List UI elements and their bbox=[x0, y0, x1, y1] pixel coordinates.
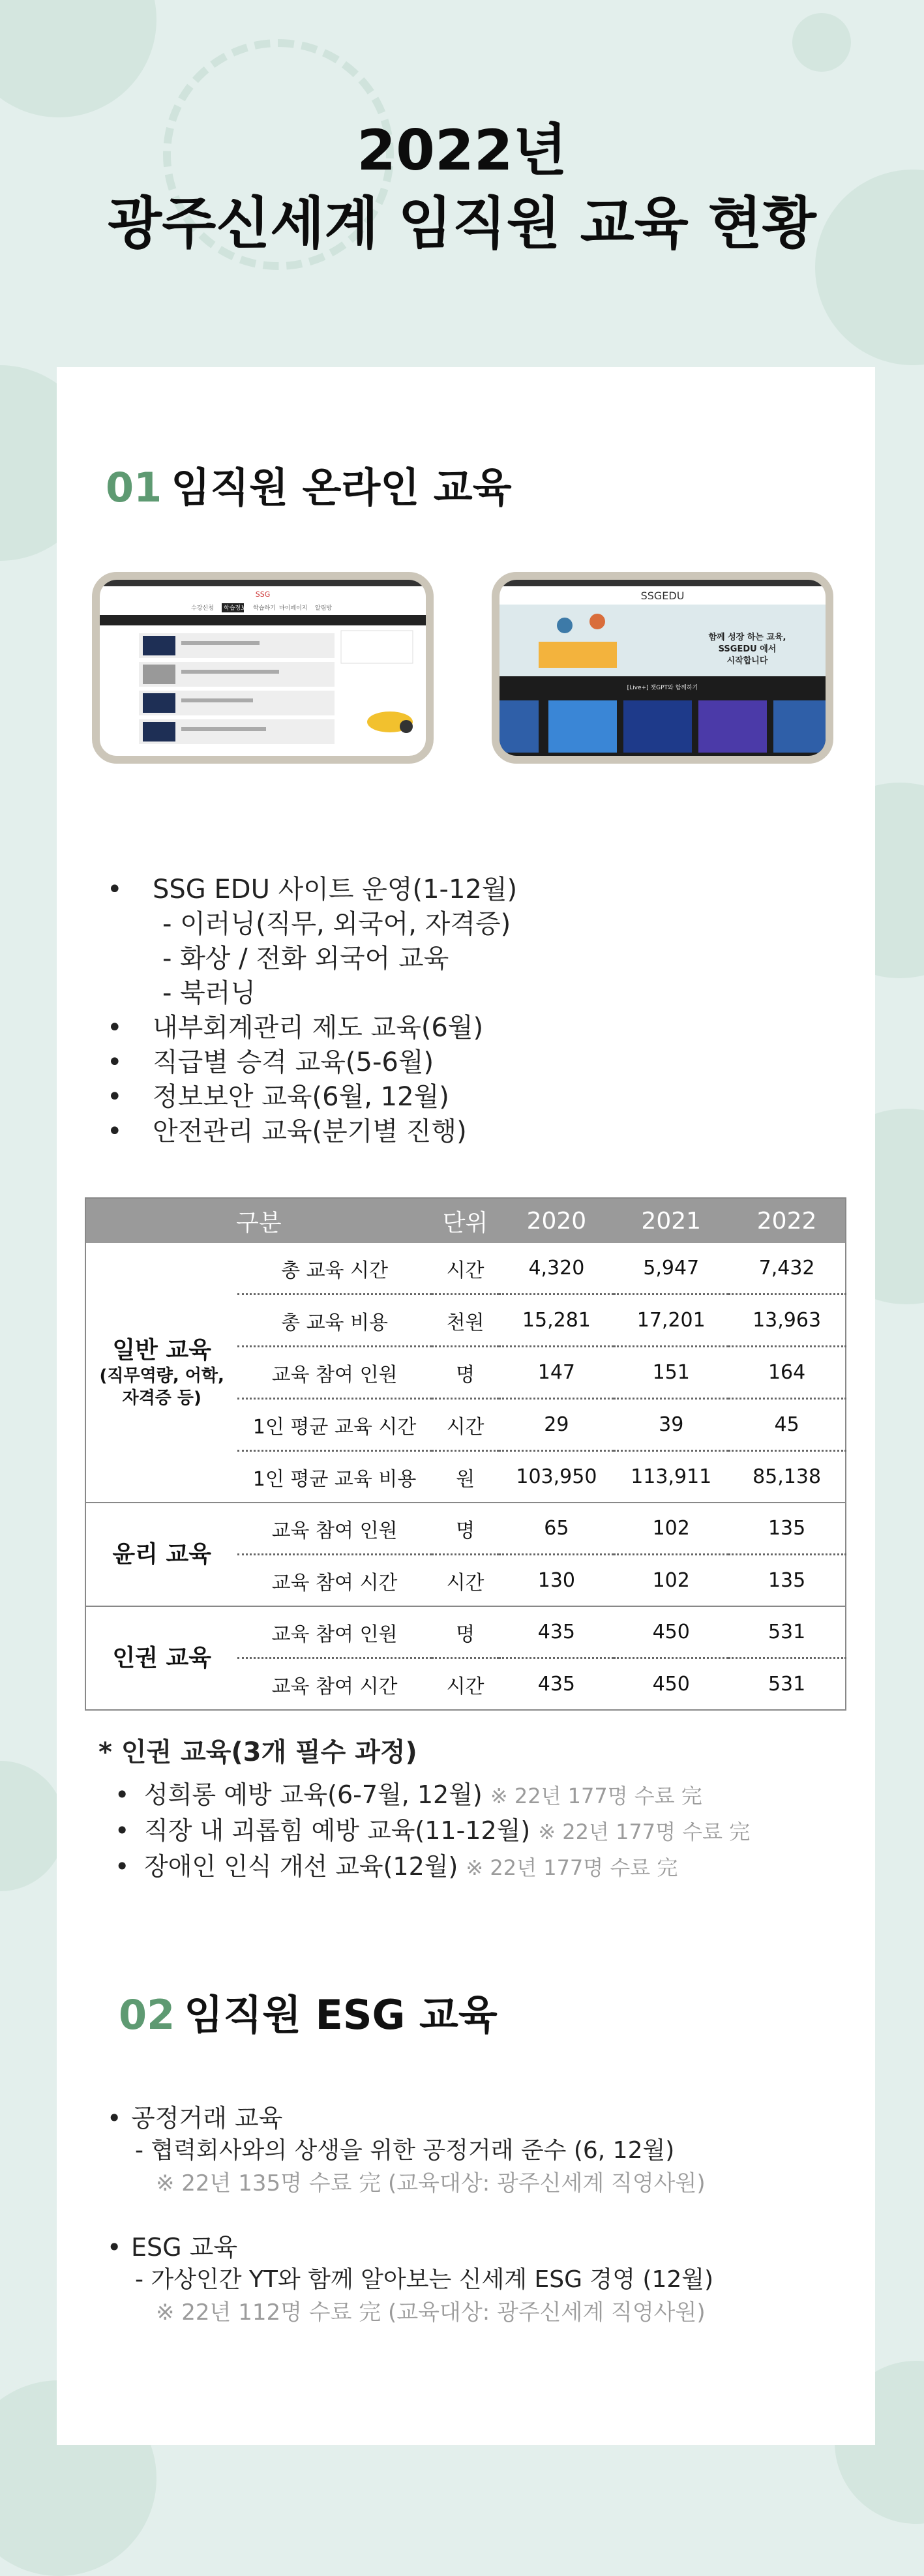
section-number: 02 bbox=[119, 1991, 175, 2039]
list-item-text: 직장 내 괴롭힘 예방 교육(11-12월) bbox=[144, 1816, 531, 1845]
table-cell: 15,281 bbox=[499, 1295, 614, 1347]
table-cell: 명 bbox=[432, 1347, 499, 1399]
table-cell: 113,911 bbox=[614, 1451, 728, 1503]
list-item: • 공정거래 교육 bbox=[91, 2102, 867, 2134]
table-cell: 13,963 bbox=[728, 1295, 846, 1347]
list-item: • 내부회계관리 제도 교육(6월) bbox=[91, 1011, 841, 1045]
title-year: 2022년 bbox=[357, 118, 567, 183]
table-cell: 450 bbox=[614, 1606, 728, 1658]
live-strip: [Live+] 챗GPT와 함께하기 bbox=[627, 685, 698, 691]
online-education-list bbox=[91, 873, 841, 1149]
list-subitem: - 가상인간 YT와 함께 알아보는 신세계 ESG 경영 (12월) bbox=[135, 2266, 714, 2293]
table-row bbox=[85, 1606, 846, 1658]
row-group-general bbox=[85, 1243, 237, 1503]
table-cell: 총 교육 시간 bbox=[237, 1243, 431, 1295]
section-label: 임직원 ESG 교육 bbox=[184, 1991, 498, 2039]
table-cell: 1인 평균 교육 비용 bbox=[237, 1451, 431, 1503]
table-cell: 65 bbox=[499, 1503, 614, 1555]
completion-note: ※ 22년 177명 수료 完 bbox=[538, 1820, 751, 1844]
row-group-ethics bbox=[85, 1503, 237, 1606]
table-cell: 시간 bbox=[432, 1399, 499, 1451]
list-item bbox=[98, 1814, 868, 1850]
nav-tab: 마이페이지 bbox=[279, 605, 308, 612]
column-header: 2020 bbox=[499, 1198, 614, 1243]
section-title-online bbox=[106, 455, 512, 513]
list-subitem: - 협력회사와의 상생을 위한 공정거래 준수 (6, 12월) bbox=[135, 2137, 675, 2164]
group-detail: (직무역량, 어학, bbox=[99, 1366, 224, 1386]
human-rights-list bbox=[98, 1735, 868, 1885]
completion-note: ※ 22년 135명 수료 完 (교육대상: 광주신세계 직영사원) bbox=[156, 2170, 706, 2196]
column-header: 2022 bbox=[728, 1198, 846, 1243]
background-circle bbox=[0, 0, 156, 117]
table-cell: 39 bbox=[614, 1399, 728, 1451]
human-rights-heading: * 인권 교육(3개 필수 과정) bbox=[98, 1737, 417, 1767]
column-header: 2021 bbox=[614, 1198, 728, 1243]
group-name: 인권 교육 bbox=[112, 1644, 212, 1671]
group-detail: 자격증 등) bbox=[122, 1388, 201, 1408]
list-item-text: 장애인 인식 개선 교육(12월) bbox=[144, 1852, 458, 1881]
table-cell: 45 bbox=[728, 1399, 846, 1451]
list-subitem: - 화상 / 전화 외국어 교육 bbox=[162, 944, 449, 974]
table-cell: 원 bbox=[432, 1451, 499, 1503]
table-cell: 교육 참여 인원 bbox=[237, 1606, 431, 1658]
background-circle bbox=[0, 1761, 65, 1891]
table-cell: 명 bbox=[432, 1606, 499, 1658]
ssgedu-home-screenshot bbox=[492, 572, 833, 764]
table-cell: 17,201 bbox=[614, 1295, 728, 1347]
list-subitem: - 북러닝 bbox=[162, 978, 256, 1008]
background-circle bbox=[792, 13, 851, 72]
section-title-esg bbox=[119, 1983, 498, 2041]
lms-list-illustration bbox=[100, 580, 426, 756]
table-cell: 435 bbox=[499, 1606, 614, 1658]
list-item-text: 성희롱 예방 교육(6-7월, 12월) bbox=[144, 1780, 483, 1809]
completion-note: ※ 22년 177명 수료 完 bbox=[490, 1784, 702, 1808]
list-item: • 안전관리 교육(분기별 진행) bbox=[91, 1115, 841, 1149]
section-number: 01 bbox=[106, 464, 162, 511]
table-cell: 102 bbox=[614, 1503, 728, 1555]
list-subitem: - 이러닝(직무, 외국어, 자격증) bbox=[162, 909, 511, 939]
table-cell: 시간 bbox=[432, 1555, 499, 1607]
table-cell: 총 교육 비용 bbox=[237, 1295, 431, 1347]
table-cell: 명 bbox=[432, 1503, 499, 1555]
page-title bbox=[0, 114, 924, 260]
column-header: 구분 bbox=[85, 1198, 432, 1243]
table-cell: 교육 참여 시간 bbox=[237, 1555, 431, 1607]
row-group-human-rights bbox=[85, 1606, 237, 1710]
list-item: • SSG EDU 사이트 운영(1-12월) bbox=[91, 873, 841, 907]
ssgedu-logo: SSGEDU bbox=[640, 590, 685, 602]
esg-education-list bbox=[91, 2102, 867, 2329]
table-cell: 시간 bbox=[432, 1243, 499, 1295]
table-cell: 85,138 bbox=[728, 1451, 846, 1503]
banner-line: 시작합니다 bbox=[726, 656, 768, 666]
table-cell: 103,950 bbox=[499, 1451, 614, 1503]
nav-tab: 알림방 bbox=[315, 605, 333, 612]
table-cell: 1인 평균 교육 시간 bbox=[237, 1399, 431, 1451]
table-cell: 102 bbox=[614, 1555, 728, 1607]
table-cell: 531 bbox=[728, 1606, 846, 1658]
nav-tab: 수강신청 bbox=[191, 605, 214, 612]
table-cell: 435 bbox=[537, 1673, 576, 1696]
table-cell: 7,432 bbox=[728, 1243, 846, 1295]
list-item: • 정보보안 교육(6월, 12월) bbox=[91, 1080, 841, 1115]
lms-list-screenshot bbox=[92, 572, 434, 764]
nav-tab: 학습하기 bbox=[253, 605, 276, 612]
table-cell: 29 bbox=[499, 1399, 614, 1451]
table-cell: 교육 참여 시간 bbox=[271, 1675, 398, 1698]
svg-text:SSG: SSG bbox=[255, 590, 271, 599]
table-cell: 531 bbox=[768, 1673, 806, 1696]
group-name: 일반 교육 bbox=[112, 1336, 212, 1364]
table-cell: 130 bbox=[499, 1555, 614, 1607]
table-cell: 천원 bbox=[432, 1295, 499, 1347]
table-cell: 시간 bbox=[446, 1675, 484, 1698]
table-cell: 135 bbox=[728, 1503, 846, 1555]
table-row bbox=[85, 1243, 846, 1295]
list-item: • ESG 교육 bbox=[91, 2231, 867, 2264]
list-item bbox=[98, 1778, 868, 1814]
title-main: 광주신세계 임직원 교육 현황 bbox=[108, 191, 816, 256]
column-header: 단위 bbox=[432, 1198, 499, 1243]
table-header-row bbox=[85, 1198, 846, 1243]
table-cell: 450 bbox=[652, 1673, 690, 1696]
table-cell: 135 bbox=[728, 1555, 846, 1607]
nav-tab: 학습정보 bbox=[224, 605, 246, 612]
table-cell: 164 bbox=[728, 1347, 846, 1399]
banner-line: SSGEDU 에서 bbox=[718, 644, 777, 654]
completion-note: ※ 22년 177명 수료 完 bbox=[466, 1855, 678, 1880]
list-item bbox=[98, 1850, 868, 1885]
banner-line: 함께 성장 하는 교육, bbox=[708, 633, 786, 642]
table-cell: 4,320 bbox=[499, 1243, 614, 1295]
ssgedu-home-illustration bbox=[499, 580, 826, 756]
table-cell: 5,947 bbox=[614, 1243, 728, 1295]
section-label: 임직원 온라인 교육 bbox=[171, 464, 512, 511]
table-row bbox=[85, 1503, 846, 1555]
table-cell: 교육 참여 인원 bbox=[237, 1503, 431, 1555]
education-stats-table bbox=[85, 1197, 846, 1711]
table-cell: 151 bbox=[614, 1347, 728, 1399]
list-item: • 직급별 승격 교육(5-6월) bbox=[91, 1045, 841, 1080]
completion-note: ※ 22년 112명 수료 完 (교육대상: 광주신세계 직영사원) bbox=[156, 2299, 706, 2326]
table-cell: 147 bbox=[499, 1347, 614, 1399]
group-name: 윤리 교육 bbox=[112, 1540, 212, 1568]
table-cell: 교육 참여 인원 bbox=[237, 1347, 431, 1399]
